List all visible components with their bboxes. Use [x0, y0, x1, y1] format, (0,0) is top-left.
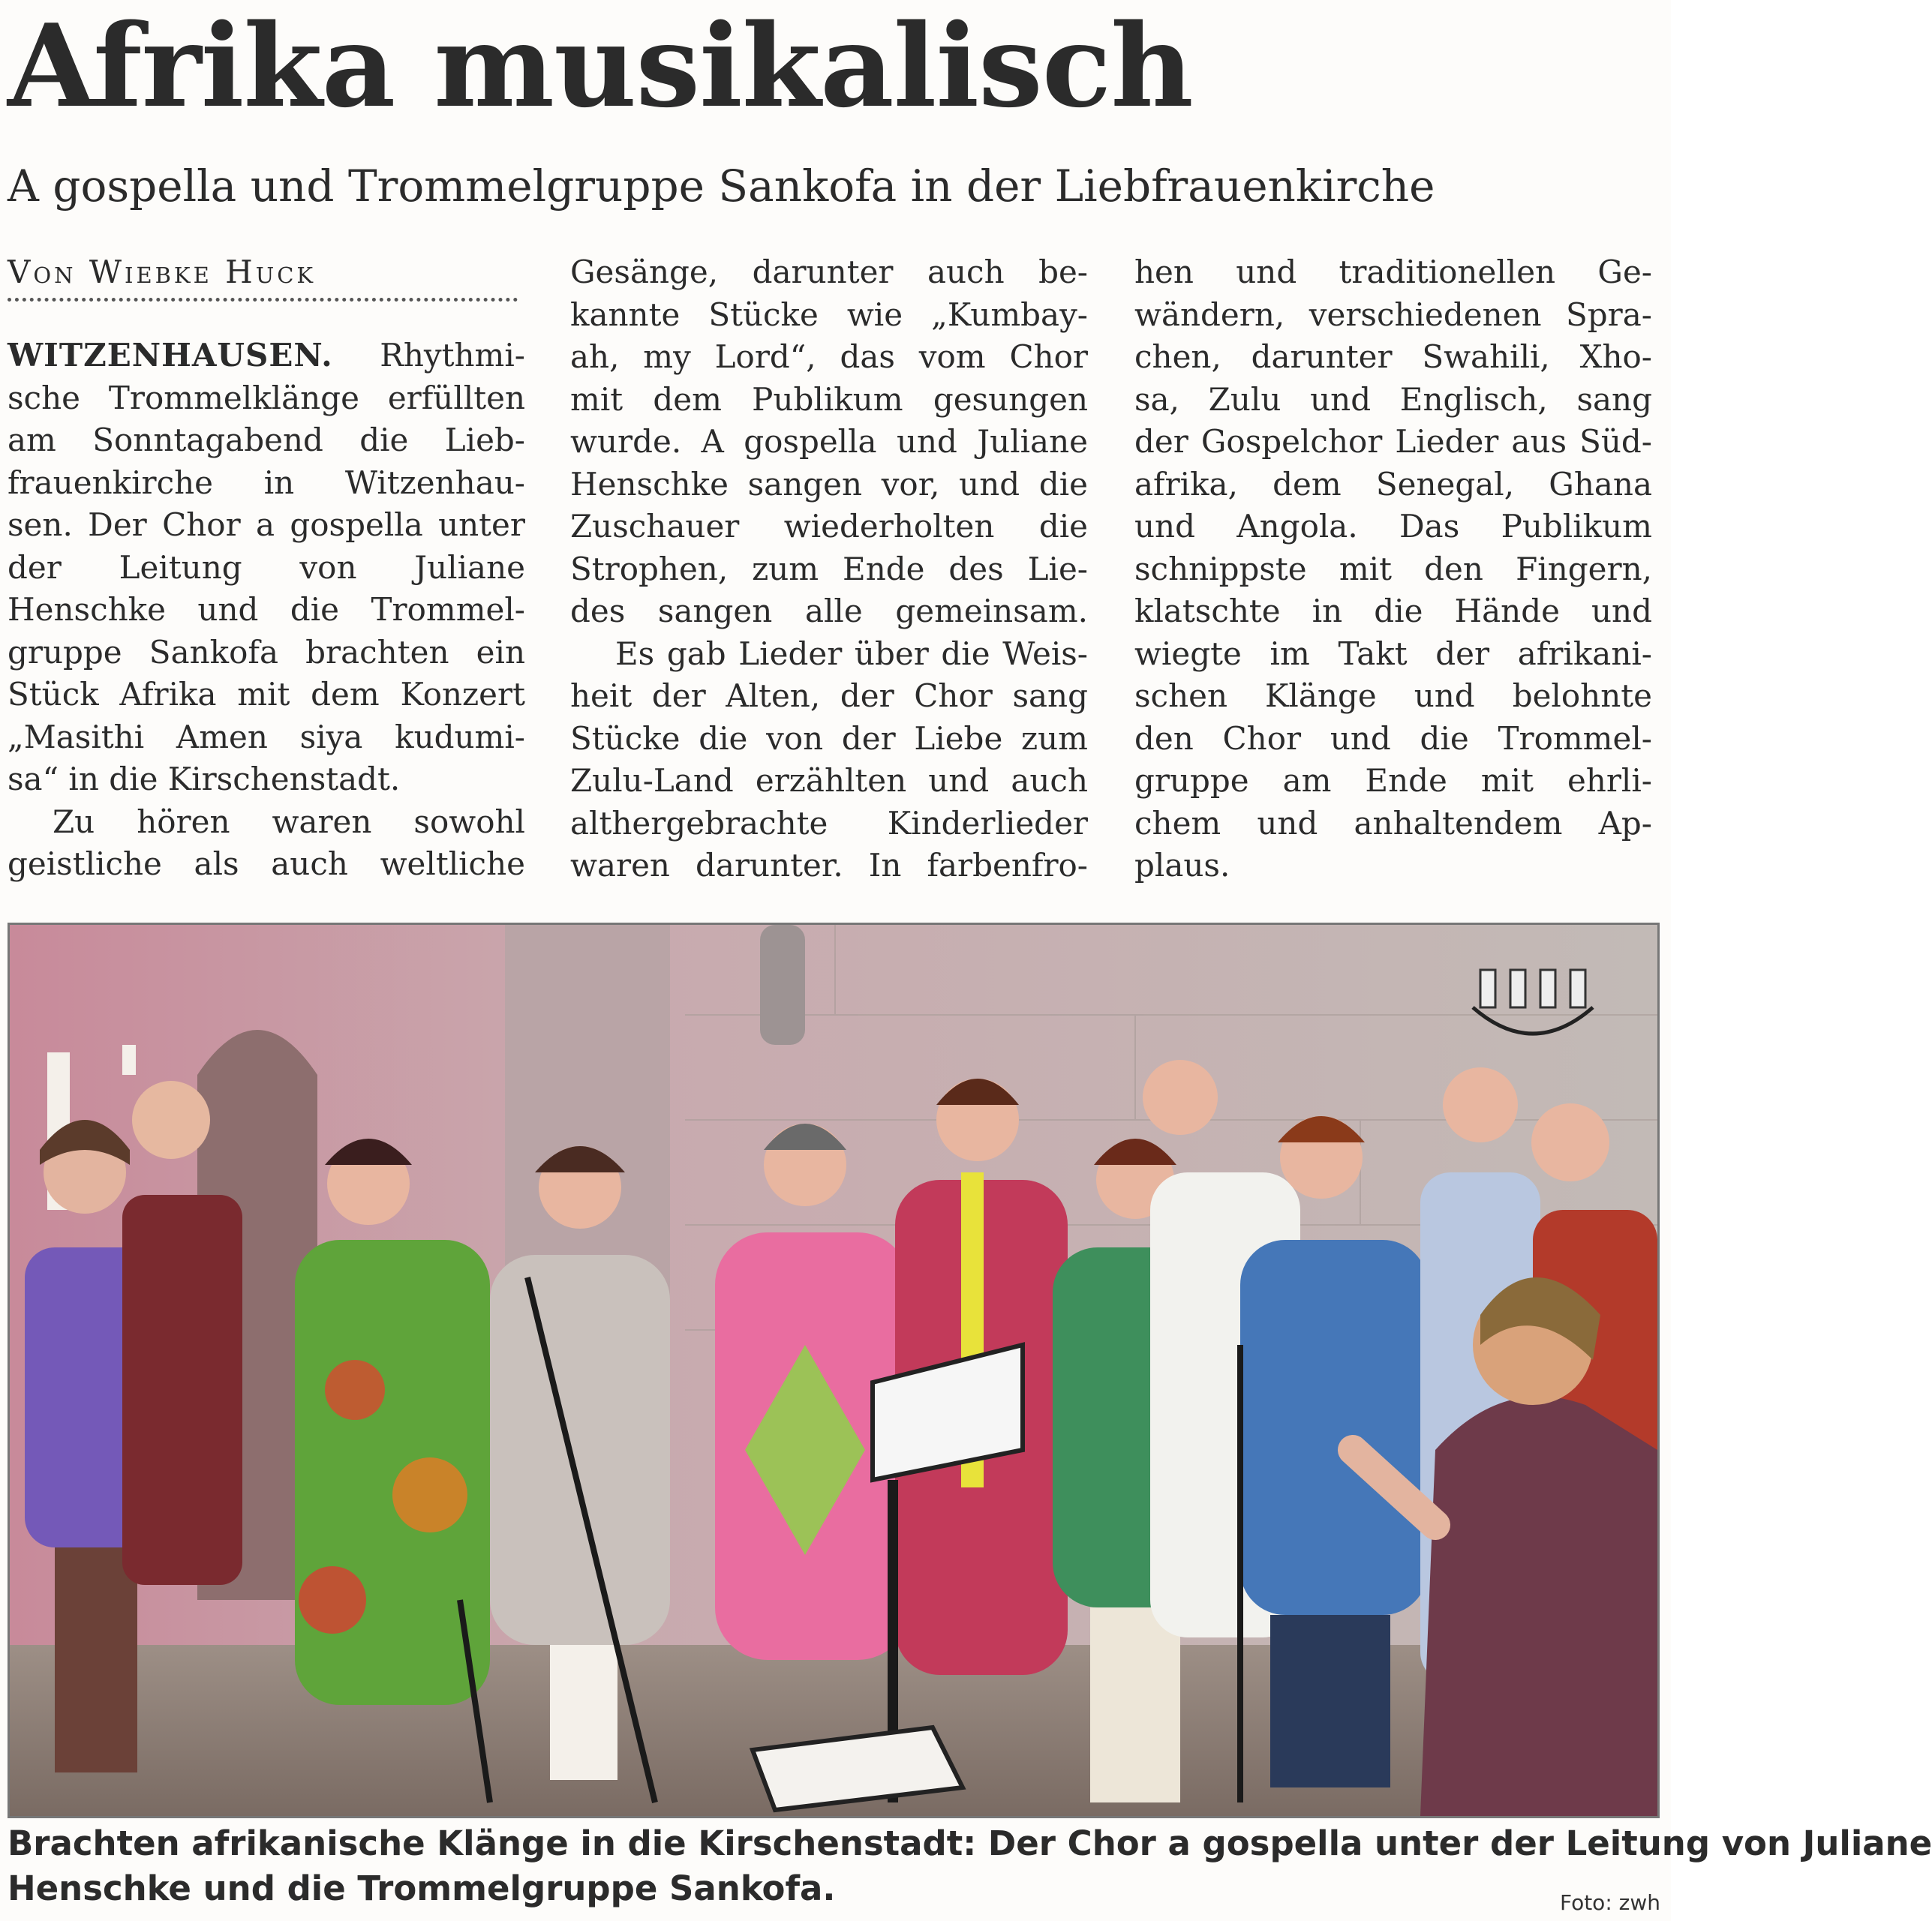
choir-photo — [8, 923, 1660, 1818]
text-line: wändern, verschiedenen Spra- — [1134, 296, 1652, 333]
text-line: Strophen, zum Ende des Lie- — [570, 550, 1088, 587]
text-line: den Chor und die Trommel- — [1134, 719, 1652, 757]
text-line: plaus. — [1134, 847, 1230, 884]
text-line: am Sonntagabend die Lieb- — [8, 422, 525, 458]
text-line: gruppe Sankofa brachten ein — [8, 633, 525, 671]
byline: Von Wiebke Huck — [8, 250, 518, 302]
text-line: Gesänge, darunter auch be- — [570, 254, 1088, 290]
text-line: Henschke und die Trommel- — [8, 591, 525, 628]
text-line: chem und anhaltendem Ap- — [1134, 804, 1652, 842]
text-line: sa, Zulu und Englisch, sang — [1134, 380, 1652, 418]
text-line: Stück Afrika mit dem Konzert — [8, 676, 525, 713]
text-line: althergebrachte Kinderlieder — [570, 804, 1088, 842]
text-line: geistliche als auch weltliche — [8, 845, 525, 882]
article-column-1 — [8, 335, 525, 886]
article-column-2 — [570, 251, 1088, 887]
text-line: waren darunter. In farbenfro- — [570, 847, 1088, 884]
text-line: sche Trommelklänge erfüllten — [8, 379, 525, 416]
text-line: „Masithi Amen siya kudumi- — [8, 718, 525, 755]
text-line: ah, my Lord“, das vom Chor — [570, 338, 1088, 375]
text-line: und Angola. Das Publikum — [1134, 508, 1652, 545]
text-line: WITZENHAUSEN. Rhythmi- — [8, 337, 525, 374]
text-line: der Leitung von Juliane — [8, 548, 525, 586]
text-line: chen, darunter Swahili, Xho- — [1134, 338, 1652, 375]
text-line: sen. Der Chor a gospella unter — [8, 506, 525, 543]
text-line: frauenkirche in Witzenhau- — [8, 464, 525, 501]
caption-line: Brachten afrikanische Klänge in die Kirschenstadt: Der Chor a gospella unter der Leitung von Juliane — [8, 1823, 1932, 1863]
text-line: Zu hören waren sowohl — [53, 803, 525, 840]
text-line: hen und traditionellen Ge- — [1134, 254, 1652, 290]
text-line: Es gab Lieder über die Weis- — [615, 635, 1088, 672]
text-line: Zulu-Land erzählten und auch — [570, 762, 1088, 799]
text-line: sa“ in die Kirschenstadt. — [8, 761, 401, 797]
photo-caption — [8, 1821, 1932, 1911]
text-line: afrika, dem Senegal, Ghana — [1134, 465, 1652, 503]
text-line: schen Klänge und belohnte — [1134, 677, 1652, 714]
text-line: mit dem Publikum gesungen — [570, 380, 1088, 418]
caption-line: Henschke und die Trommelgruppe Sankofa. — [8, 1868, 836, 1908]
text-line: kannte Stücke wie „Kumbay- — [570, 296, 1088, 333]
text-line: schnippste mit den Fingern, — [1134, 550, 1652, 587]
text-line: Zuschauer wiederholten die — [570, 508, 1088, 545]
photo-credit: Foto: zwh — [1559, 1890, 1660, 1915]
text-line: heit der Alten, der Chor sang — [570, 677, 1088, 714]
choir-photo-illustration — [10, 925, 1657, 1816]
headline: Afrika musikalisch — [8, 0, 1193, 133]
dateline: WITZENHAUSEN. — [8, 337, 333, 374]
text-line: des sangen alle gemeinsam. — [570, 593, 1088, 629]
text-line: wiegte im Takt der afrikani- — [1134, 635, 1652, 672]
text-line: wurde. A gospella und Juliane — [570, 423, 1088, 460]
text-line: gruppe am Ende mit ehrli- — [1134, 762, 1652, 799]
article-column-3 — [1134, 251, 1652, 887]
subheadline: A gospella und Trommelgruppe Sankofa in der Liebfrauenkirche — [8, 161, 1435, 212]
text-line: klatschte in die Hände und — [1134, 593, 1652, 629]
text-line: Stücke die von der Liebe zum — [570, 719, 1088, 757]
text-line: der Gospelchor Lieder aus Süd- — [1134, 423, 1652, 460]
text-line: Henschke sangen vor, und die — [570, 465, 1088, 503]
